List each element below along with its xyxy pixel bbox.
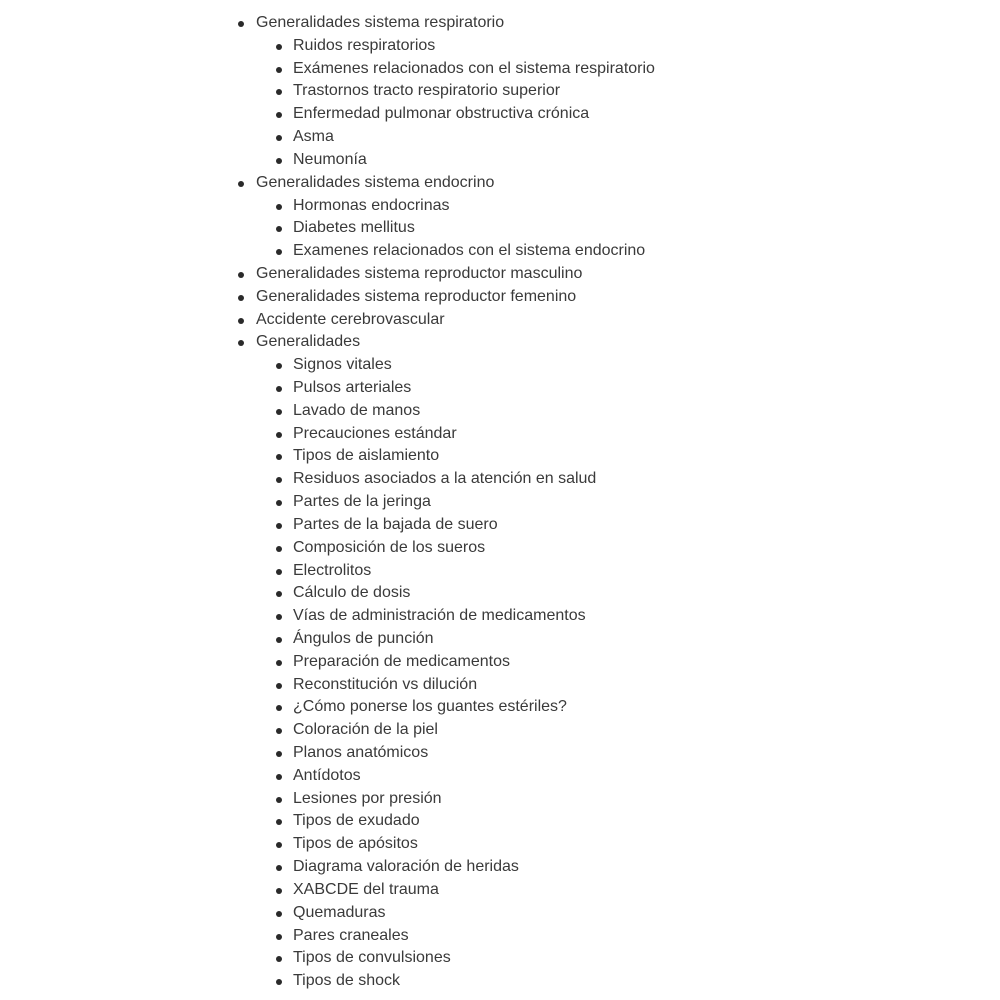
list-item-link[interactable]: Asma: [293, 126, 655, 149]
list-item-link[interactable]: Partes de la bajada de suero: [293, 514, 655, 537]
list-item-link[interactable]: Enfermedad pulmonar obstructiva crónica: [293, 103, 655, 126]
section-link[interactable]: Generalidades sistema reproductor masculino: [256, 263, 655, 286]
list-item-link[interactable]: Quemaduras: [293, 902, 655, 925]
section-endocrino: [256, 172, 655, 263]
sublist: [256, 354, 655, 993]
list-item-link[interactable]: ¿Cómo ponerse los guantes estériles?: [293, 696, 655, 719]
list-item-link[interactable]: Preparación de medicamentos: [293, 651, 655, 674]
sublist: [256, 195, 655, 263]
list-item-link[interactable]: Ruidos respiratorios: [293, 35, 655, 58]
section-respiratorio: [256, 12, 655, 172]
list-item-link[interactable]: Tipos de shock: [293, 970, 655, 993]
list-item-link[interactable]: Trastornos tracto respiratorio superior: [293, 80, 655, 103]
sublist: [256, 35, 655, 172]
list-item-link[interactable]: Reconstitución vs dilución: [293, 674, 655, 697]
list-item-link[interactable]: Precauciones estándar: [293, 423, 655, 446]
section-acv: [256, 309, 655, 332]
list-item-link[interactable]: Lesiones por presión: [293, 788, 655, 811]
section-link[interactable]: Accidente cerebrovascular: [256, 309, 655, 332]
list-item-link[interactable]: Tipos de aislamiento: [293, 445, 655, 468]
list-item-link[interactable]: Partes de la jeringa: [293, 491, 655, 514]
list-item-link[interactable]: Tipos de apósitos: [293, 833, 655, 856]
list-item-link[interactable]: Diabetes mellitus: [293, 217, 655, 240]
list-item-link[interactable]: Lavado de manos: [293, 400, 655, 423]
topic-list: [256, 12, 655, 993]
list-item-link[interactable]: Examenes relacionados con el sistema endocrino: [293, 240, 655, 263]
list-item-link[interactable]: Diagrama valoración de heridas: [293, 856, 655, 879]
list-item-link[interactable]: Pulsos arteriales: [293, 377, 655, 400]
list-item-link[interactable]: Tipos de exudado: [293, 810, 655, 833]
section-generalidades: [256, 331, 655, 993]
list-item-link[interactable]: Signos vitales: [293, 354, 655, 377]
list-item-link[interactable]: Vías de administración de medicamentos: [293, 605, 655, 628]
list-item-link[interactable]: Composición de los sueros: [293, 537, 655, 560]
list-item-link[interactable]: Residuos asociados a la atención en salud: [293, 468, 655, 491]
list-item-link[interactable]: Ángulos de punción: [293, 628, 655, 651]
section-link[interactable]: Generalidades: [256, 331, 655, 354]
list-item-link[interactable]: Coloración de la piel: [293, 719, 655, 742]
section-reproductor-masculino: [256, 263, 655, 286]
list-item-link[interactable]: Tipos de convulsiones: [293, 947, 655, 970]
section-link[interactable]: Generalidades sistema reproductor femenino: [256, 286, 655, 309]
list-item-link[interactable]: XABCDE del trauma: [293, 879, 655, 902]
list-item-link[interactable]: Planos anatómicos: [293, 742, 655, 765]
list-item-link[interactable]: Cálculo de dosis: [293, 582, 655, 605]
section-link[interactable]: Generalidades sistema endocrino: [256, 172, 655, 195]
list-item-link[interactable]: Antídotos: [293, 765, 655, 788]
list-item-link[interactable]: Electrolitos: [293, 560, 655, 583]
section-link[interactable]: Generalidades sistema respiratorio: [256, 12, 655, 35]
list-item-link[interactable]: Neumonía: [293, 149, 655, 172]
list-item-link[interactable]: Pares craneales: [293, 925, 655, 948]
list-item-link[interactable]: Exámenes relacionados con el sistema respiratorio: [293, 58, 655, 81]
section-reproductor-femenino: [256, 286, 655, 309]
list-item-link[interactable]: Hormonas endocrinas: [293, 195, 655, 218]
